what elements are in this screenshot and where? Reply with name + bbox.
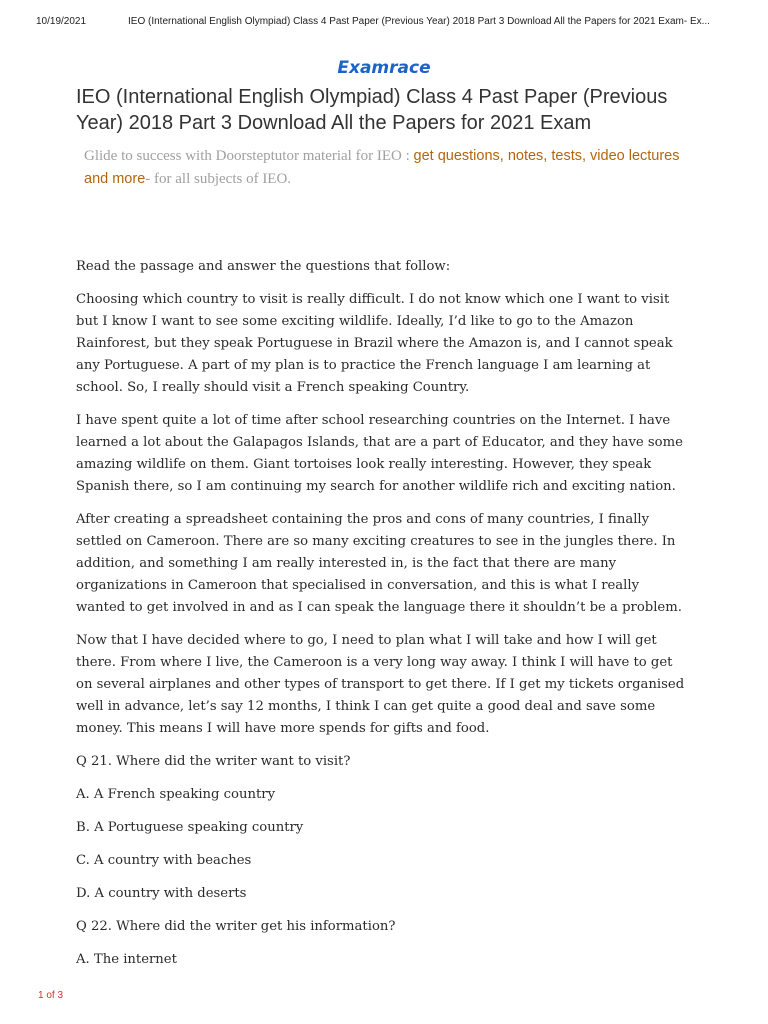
doorsteptutor-link[interactable]: get questions, notes, tests, video lectures and more [84, 148, 680, 187]
tagline [84, 145, 704, 191]
question-21-option: A. A French speaking country [76, 787, 276, 802]
tagline-suffix: - for all subjects of IEO. [145, 171, 292, 187]
print-title: IEO (International English Olympiad) Class 4 Past Paper (Previous Year) 2018 Part 3 Download All the Papers for 2021 Exam- Ex... [128, 16, 710, 27]
question-21: Q 21. Where did the writer want to visit? [76, 754, 351, 769]
tagline-prefix: Glide to success with Doorsteptutor material for IEO : [84, 148, 414, 164]
question-21-option: D. A country with deserts [76, 886, 247, 901]
passage-paragraph: I have spent quite a lot of time after school researching countries on the Internet. I have learned a lot about the Galapagos Islands, that are a part of Educator, and they have some amazing wildlife on them. Giant tortoises look really interesting. However, they speak Spanish there, so I am continuing my search for another wildlife rich and exciting nation. [76, 413, 683, 494]
question-21-option: B. A Portuguese speaking country [76, 820, 304, 835]
question-21-option: C. A country with beaches [76, 853, 252, 868]
page-title: IEO (International English Olympiad) Class 4 Past Paper (Previous Year) 2018 Part 3 Download All the Papers for 2021 Exam [76, 86, 668, 134]
page-number: 1 of 3 [38, 990, 64, 1001]
site-brand-link[interactable]: Examrace [337, 58, 431, 78]
print-header [36, 16, 736, 27]
passage-intro: Read the passage and answer the questions that follow: [76, 259, 451, 274]
passage-paragraph: Choosing which country to visit is really difficult. I do not know which one I want to visit but I know I want to see some exciting wildlife. Ideally, I’d like to go to the Amazon Rainforest, but they speak Portuguese in Brazil where the Amazon is, and I cannot speak any Portuguese. A part of my plan is to practice the French language I am learning at school. So, I really should visit a French speaking Country. [76, 292, 673, 395]
question-22: Q 22. Where did the writer get his information? [76, 919, 396, 934]
passage-content [76, 256, 692, 982]
passage-paragraph: Now that I have decided where to go, I need to plan what I will take and how I will get there. From where I live, the Cameroon is a very long way away. I think I will have to get on several airplanes and other types of transport to get there. If I get my tickets organised well in advance, let’s say 12 months, I think I can get quite a good deal and save some money. This means I will have more spends for gifts and food. [76, 633, 685, 736]
passage-paragraph: After creating a spreadsheet containing the pros and cons of many countries, I finally settled on Cameroon. There are so many exciting creatures to see in the jungles there. In addition, and something I am really interested in, is the fact that there are many organizations in Cameroon that specialised in conversation, and this is what I really wanted to get involved in and as I can speak the language there it shouldn’t be a problem. [76, 512, 682, 615]
print-date: 10/19/2021 [36, 16, 87, 27]
question-22-option: A. The internet [76, 952, 177, 967]
